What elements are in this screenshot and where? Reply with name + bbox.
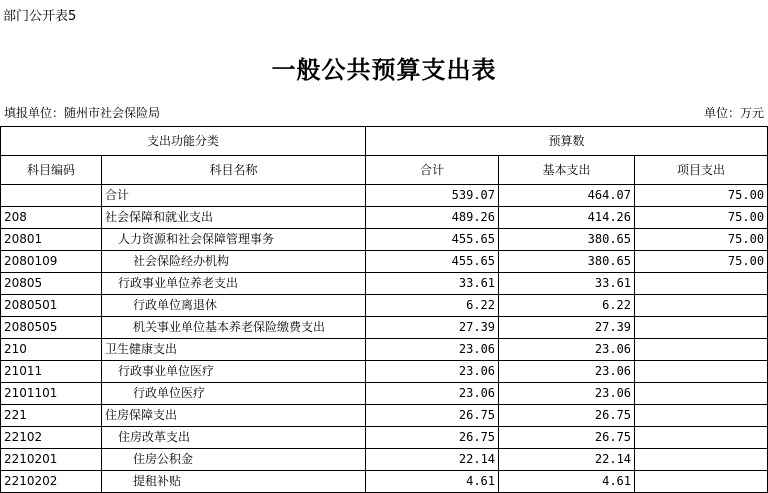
row-code: 21011 <box>1 361 102 383</box>
row-name: 社会保险经办机构 <box>102 251 366 273</box>
row-name: 住房改革支出 <box>102 427 366 449</box>
table-row <box>1 229 768 251</box>
table-number-label: 部门公开表5 <box>3 9 77 24</box>
row-total: 27.39 <box>366 317 499 339</box>
table-row <box>1 339 768 361</box>
row-project: 75.00 <box>635 229 768 251</box>
row-name: 行政事业单位养老支出 <box>102 273 366 295</box>
row-basic: 4.61 <box>499 471 635 493</box>
row-project <box>635 405 768 427</box>
row-total: 455.65 <box>366 229 499 251</box>
row-basic: 414.26 <box>499 207 635 229</box>
row-name: 卫生健康支出 <box>102 339 366 361</box>
row-project <box>635 361 768 383</box>
row-basic: 27.39 <box>499 317 635 339</box>
table-row <box>1 361 768 383</box>
row-basic: 380.65 <box>499 229 635 251</box>
table-row <box>1 207 768 229</box>
row-total: 22.14 <box>366 449 499 471</box>
table-row <box>1 317 768 339</box>
table-row <box>1 471 768 493</box>
row-project <box>635 427 768 449</box>
table-row <box>1 383 768 405</box>
row-basic: 380.65 <box>499 251 635 273</box>
header-total: 合计 <box>366 156 499 185</box>
row-project: 75.00 <box>635 185 768 207</box>
header-budget: 预算数 <box>366 127 768 156</box>
row-total: 539.07 <box>366 185 499 207</box>
row-code: 22102 <box>1 427 102 449</box>
row-code: 2080109 <box>1 251 102 273</box>
table-row <box>1 295 768 317</box>
header-row-columns <box>1 156 768 185</box>
row-code: 2080501 <box>1 295 102 317</box>
header-function-class: 支出功能分类 <box>1 127 366 156</box>
row-total: 23.06 <box>366 383 499 405</box>
table-row <box>1 449 768 471</box>
row-name: 提租补贴 <box>102 471 366 493</box>
row-total: 23.06 <box>366 361 499 383</box>
row-name: 行政单位离退休 <box>102 295 366 317</box>
row-name: 社会保障和就业支出 <box>102 207 366 229</box>
table-row <box>1 427 768 449</box>
table-row <box>1 251 768 273</box>
row-project <box>635 449 768 471</box>
row-basic: 464.07 <box>499 185 635 207</box>
row-basic: 33.61 <box>499 273 635 295</box>
filing-unit: 填报单位：随州市社会保险局 <box>4 106 161 120</box>
header-row-group <box>1 127 768 156</box>
table-row <box>1 405 768 427</box>
row-project <box>635 317 768 339</box>
row-code: 210 <box>1 339 102 361</box>
row-code: 2080505 <box>1 317 102 339</box>
page-title: 一般公共预算支出表 <box>271 56 497 84</box>
row-name: 住房公积金 <box>102 449 366 471</box>
row-project <box>635 339 768 361</box>
table-row <box>1 273 768 295</box>
row-total: 23.06 <box>366 339 499 361</box>
row-basic: 26.75 <box>499 405 635 427</box>
row-code: 20805 <box>1 273 102 295</box>
row-name: 行政单位医疗 <box>102 383 366 405</box>
row-project <box>635 471 768 493</box>
row-total: 33.61 <box>366 273 499 295</box>
row-name: 行政事业单位医疗 <box>102 361 366 383</box>
row-project: 75.00 <box>635 251 768 273</box>
row-basic: 23.06 <box>499 361 635 383</box>
row-total: 6.22 <box>366 295 499 317</box>
row-name: 人力资源和社会保障管理事务 <box>102 229 366 251</box>
row-code: 208 <box>1 207 102 229</box>
row-total: 26.75 <box>366 427 499 449</box>
row-total: 455.65 <box>366 251 499 273</box>
row-total: 4.61 <box>366 471 499 493</box>
row-total: 26.75 <box>366 405 499 427</box>
header-project: 项目支出 <box>635 156 768 185</box>
table-row <box>1 185 768 207</box>
row-project <box>635 295 768 317</box>
row-project <box>635 273 768 295</box>
row-project: 75.00 <box>635 207 768 229</box>
row-code <box>1 185 102 207</box>
row-code: 2210202 <box>1 471 102 493</box>
row-name: 住房保障支出 <box>102 405 366 427</box>
row-name: 机关事业单位基本养老保险缴费支出 <box>102 317 366 339</box>
row-project <box>635 383 768 405</box>
row-basic: 23.06 <box>499 339 635 361</box>
budget-table <box>0 126 768 493</box>
row-total: 489.26 <box>366 207 499 229</box>
header-name: 科目名称 <box>102 156 366 185</box>
row-code: 221 <box>1 405 102 427</box>
row-basic: 6.22 <box>499 295 635 317</box>
row-code: 20801 <box>1 229 102 251</box>
row-name: 合计 <box>102 185 366 207</box>
row-code: 2210201 <box>1 449 102 471</box>
row-basic: 22.14 <box>499 449 635 471</box>
header-code: 科目编码 <box>1 156 102 185</box>
table-body <box>1 185 768 493</box>
row-code: 2101101 <box>1 383 102 405</box>
header-basic: 基本支出 <box>499 156 635 185</box>
row-basic: 26.75 <box>499 427 635 449</box>
row-basic: 23.06 <box>499 383 635 405</box>
currency-unit: 单位：万元 <box>703 106 764 120</box>
